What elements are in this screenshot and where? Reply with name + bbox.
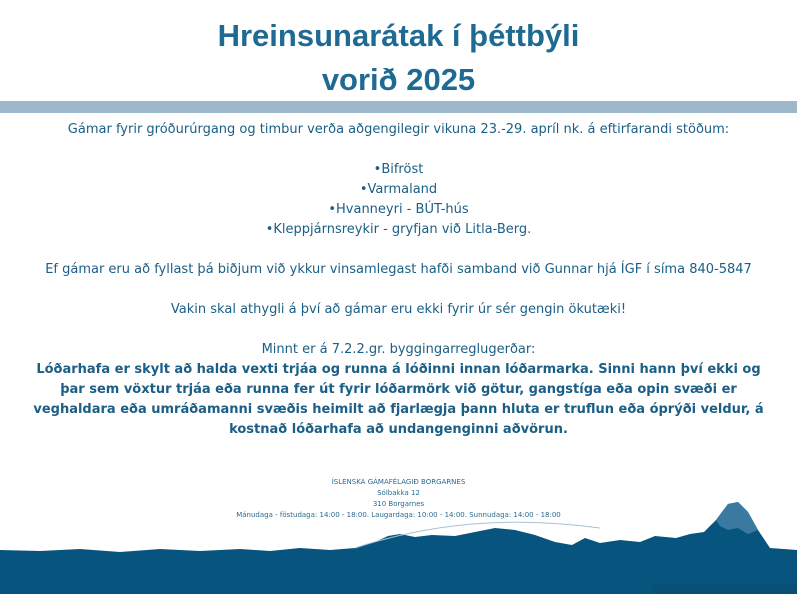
footer-street: Sólbakka 12 (377, 489, 420, 497)
contact-note: Ef gámar eru að fyllast þá biðjum við ykkur vinsamlegast hafði samband við Gunnar hjá ÍGF í síma 840-5847 (45, 262, 752, 277)
mountain-landscape-graphic (0, 490, 797, 594)
regulation-intro: Minnt er á 7.2.2.gr. byggingarreglugerðar: (261, 342, 536, 357)
vehicle-note: Vakin skal athygli á því að gámar eru ekki fyrir úr sér gengin ökutæki! (170, 302, 627, 317)
page-title (0, 14, 797, 102)
footer-hours: Mánudaga - föstudaga: 14:00 - 18:00. Laugardaga: 10:00 - 14:00. Sunnudaga: 14:00 - 18:00 (236, 511, 561, 519)
mountain-silhouette (0, 502, 797, 594)
intro-text: Gámar fyrir gróðurúrgang og timbur verða aðgengilegir vikuna 23.-29. apríl nk. á eftirfarandi stöðum: (67, 122, 730, 137)
regulation-text: Lóðarhafa er skylt að halda vexti trjáa og runna á lóðinni innan lóðarmarka. Sinni hann því ekki og þar sem vöxtur trjáa eða runna fer út fyrir lóðarmörk við götur, gangstíga eða opin svæði er veghaldara eða umráðamanni svæðis heimilt að fjarlægja þann hluta er truflun eða óprýði veldur, á kostnað lóðarhafa að undangenginni aðvörun. (33, 362, 764, 437)
landscape-base-block (652, 584, 797, 594)
location-item: •Hvanneyri - BÚT-hús (328, 202, 469, 217)
header-divider-band (0, 101, 797, 113)
title-line-2: vorið 2025 (321, 62, 476, 97)
title-line-1: Hreinsunarátak í þéttbýli (217, 18, 580, 53)
footer-postal: 310 Borgarnes (372, 500, 425, 508)
location-item: •Bifröst (373, 162, 424, 177)
location-item: •Kleppjárnsreykir - gryfjan við Litla-Berg. (265, 222, 532, 237)
announcement-body (30, 120, 767, 440)
footer-company: ÍSLENSKA GÁMAFÉLAGIÐ BORGARNES (331, 478, 466, 486)
location-item: •Varmaland (359, 182, 438, 197)
